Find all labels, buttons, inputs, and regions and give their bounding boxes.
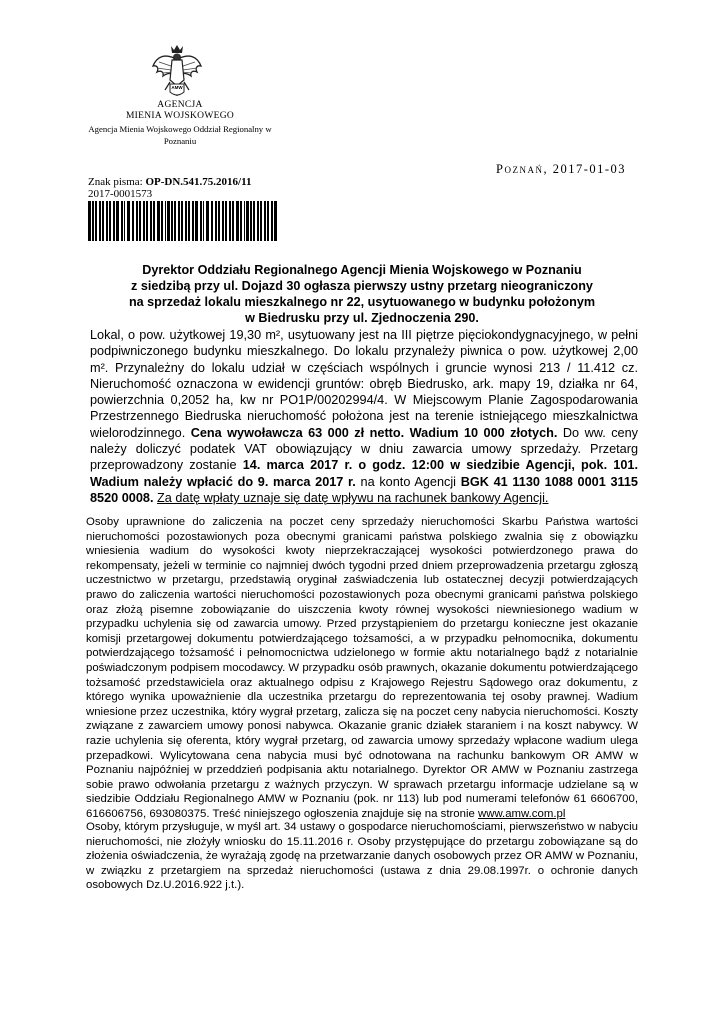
property-description-paragraph xyxy=(90,327,638,506)
vat-and-auction-info: Do ww. ceny należy doliczyć podatek VAT obowiązujący w dniu zawarcia umowy sprzedaży. Przetarg przeprowadzony zostanie xyxy=(90,425,638,473)
title-line: Dyrektor Oddziału Regionalnego Agencji Mienia Wojskowego w Poznaniu xyxy=(142,263,582,277)
barcode-bar xyxy=(132,201,134,241)
barcode-bar xyxy=(106,201,108,241)
barcode-bar xyxy=(185,201,187,241)
city-date: Poznań, 2017-01-03 xyxy=(496,162,627,176)
barcode-bar xyxy=(174,201,176,241)
agency-branch xyxy=(70,123,290,147)
barcode-bar xyxy=(102,201,104,241)
barcode-bar xyxy=(150,201,152,241)
barcode-bar xyxy=(95,201,97,241)
auction-conditions-paragraph xyxy=(86,515,638,821)
barcode-bar xyxy=(136,201,138,241)
barcode-bar xyxy=(165,201,166,241)
barcode-bar xyxy=(203,201,204,241)
barcode-bar xyxy=(200,201,202,241)
barcode-bar xyxy=(246,201,249,241)
barcode-bar xyxy=(264,201,266,241)
barcode-bar xyxy=(211,201,213,241)
reference-value: OP-DN.541.75.2016/11 xyxy=(145,176,252,188)
barcode-bar xyxy=(267,201,269,241)
bank-account: BGK 41 1130 1088 0001 3115 8520 0008. xyxy=(90,474,638,505)
barcode-bar xyxy=(206,201,209,241)
payment-date-note: Za datę wpłaty uznaje się datę wpływu na rachunek bankowy Agencji. xyxy=(157,490,549,505)
title-line: na sprzedaż lokalu mieszkalnego nr 22, usytuowanego w budynku położonym xyxy=(128,295,596,309)
barcode-bar xyxy=(161,201,163,241)
barcode-bar xyxy=(236,201,239,241)
barcode-bar xyxy=(139,201,141,241)
starting-price: Cena wywoławcza 63 000 zł netto. Wadium 10 000 złotych. xyxy=(190,425,558,440)
barcode-bar xyxy=(116,201,119,241)
barcode-bar xyxy=(250,201,252,241)
barcode-bar xyxy=(240,201,242,241)
barcode-bar xyxy=(181,201,183,241)
barcode-bar xyxy=(124,201,125,241)
auction-conditions-text: Osoby uprawnione do zaliczenia na poczet ceny sprzedaży nieruchomości Skarbu Państwa wartości nieruchomości pozostawionych poza obecnymi granicami państwa polskiego zwalnia się z obowiązku wniesienia wadium do wysokości kwoty nieprzekraczającej wysokości potwierdzonego prawa do rekompensaty, jeżeli w terminie co najmniej dwóch tygodni przed dniem przeprowadzenia przetargu zgłoszą uczestnictwo w przetargu, przedstawią oryginał zaświadczenia lub ostatecznej decyzji potwierdzających prawo do zaliczenia wartości nieruchomości pozostawionych poza obecnymi granicami państwa polskiego oraz złożą pisemne zobowiązanie do uiszczenia kwoty równej wysokości niewniesionego wadium w przypadku uchylenia się od zawarcia umowy. Przed przystąpieniem do przetargu konieczne jest okazanie komisji przetargowej dokumentu potwierdzającego tożsamości, a w przypadku pełnomocnika, dokumentu potwierdzającego tożsamość i pełnomocnictwa udzielonego w formie aktu notarialnego bądź z notarialnie poświadczonym podpisem mocodawcy. W przypadku osób prawnych, okazanie dokumentu potwierdzającego tożsamość przedstawiciela oraz aktualnego odpisu z Krajowego Rejestru Sądowego oraz dokumentu, z którego wynika upoważnienie dla uczestnika przetargu do reprezentowania tej osoby prawnej. Wadium wniesione przez uczestnika, który wygrał przetarg, zalicza się na poczet ceny nabycia nieruchomości. Koszty związane z zawarciem umowy ponosi nabywca. Okazanie granic działek staraniem i na koszt nabywcy. W razie uchylenia się oferenta, który wygrał przetarg, od zawarcia umowy sprzedaży wpłacone wadium ulega przepadkowi. Wylicytowana cena nabycia musi być odnotowana na rachunku bankowym OR AMW w Poznaniu najpóźniej w przeddzień podpisania aktu notarialnego. Dyrektor OR AMW w Poznaniu zastrzega sobie prawo odwołania przetargu z ważnych przyczyn. W sprawach przetargu informacje udzielane są w siedzibie Oddziału Regionalnego AMW w Poznaniu (pok. nr 113) lub pod numerami telefonów 61 6606700, 616606756, 693080375. Treść niniejszego ogłoszenia znajduje się na stronie xyxy=(86,516,638,820)
property-description: Lokal, o pow. użytkowej 19,30 m², usytuowany jest na III piętrze pięciokondygnacyjnego, w pełni podpiwniczonego budynku mieszkalnego. Do lokalu przynależy piwnica o pow. użytkowej 2,00 m². Przynależny do lokalu udział w częściach wspólnych i gruncie wynosi 213 / 11.412 cz. Nieruchomość oznaczona w ewidencji gruntów: obręb Biedrusko, ark. mapy 19, działka nr 64, powierzchnia 0,2052 ha, kw nr PO1P/00202994/4. W Miejscowym Planie Zagospodarowania Przestrzennego Biedruska nieruchomość położona jest na terenie istniejącego mieszkalnictwa wielorodzinnego. xyxy=(90,328,638,440)
barcode-bar xyxy=(232,201,234,241)
website-link[interactable]: www.amw.com.pl xyxy=(478,807,566,820)
barcode-bar xyxy=(178,201,180,241)
announcement-title xyxy=(100,262,624,326)
barcode-bar xyxy=(99,201,101,241)
agency-name xyxy=(90,100,270,121)
barcode-icon xyxy=(88,201,277,241)
barcode-bar xyxy=(127,201,130,241)
barcode-bar xyxy=(167,201,170,241)
title-line: z siedzibą przy ul. Dojazd 30 ogłasza pierwszy ustny przetarg nieograniczony xyxy=(131,279,593,293)
barcode-bar xyxy=(171,201,173,241)
reference-number xyxy=(88,176,251,188)
preemption-and-data-text: Osoby, którym przysługuje, w myśl art. 34 ustawy o gospodarce nieruchomościami, pierwszeństwo w nabyciu nieruchomości, nie złożyły wniosku do 15.11.2016 r. Osoby przystępujące do przetargu zobowiązane są do złożenia oświadczenia, że wyrażają zgodę na przetwarzanie danych osobowych przez OR AMW w Poznaniu, w związku z przetargiem na sprzedaż nieruchomości (ustawa z dnia 29.08.1997r. o ochronie danych osobowych Dz.U.2016.922 j.t.). xyxy=(86,821,638,892)
agency-emblem xyxy=(151,44,203,100)
barcode-bar xyxy=(271,201,273,241)
barcode-bar xyxy=(195,201,198,241)
title-line: w Biedrusku przy ul. Zjednoczenia 290. xyxy=(245,311,479,325)
account-intro: na konto Agencji xyxy=(360,474,456,489)
preemption-and-data-paragraph xyxy=(86,820,638,893)
barcode-bar xyxy=(192,201,194,241)
agency-branch-line2: Poznaniu xyxy=(163,136,197,146)
agency-name-line2: MIENIA WOJSKOWEGO xyxy=(125,110,235,121)
emblem-text: AMW xyxy=(171,85,183,90)
barcode-bar xyxy=(153,201,155,241)
barcode-bar xyxy=(225,201,227,241)
barcode-bar xyxy=(143,201,145,241)
barcode-bar xyxy=(274,201,277,241)
barcode-bar xyxy=(229,201,231,241)
barcode-bar xyxy=(121,201,123,241)
barcode-bar xyxy=(257,201,259,241)
barcode-bar xyxy=(215,201,217,241)
barcode-bar xyxy=(113,201,115,241)
agency-branch-line1: Agencja Mienia Wojskowego Oddział Regionalny w xyxy=(88,124,272,134)
agency-name-line1: AGENCJA xyxy=(157,100,203,110)
barcode-bar xyxy=(146,201,148,241)
barcode-bar xyxy=(222,201,224,241)
barcode-bar xyxy=(260,201,262,241)
document-number: 2017-0001573 xyxy=(88,188,153,200)
barcode-bar xyxy=(92,201,94,241)
reference-label: Znak pisma: xyxy=(88,176,143,188)
eagle-emblem-icon xyxy=(151,44,203,100)
barcode-bar xyxy=(188,201,190,241)
barcode-bar xyxy=(88,201,91,241)
auction-date-and-deposit-deadline: 14. marca 2017 r. o godz. 12:00 w siedzibie Agencji, pok. 101. Wadium należy wpłacić do 9. marca 2017 r. xyxy=(90,458,639,489)
barcode-bar xyxy=(253,201,255,241)
barcode-bar xyxy=(109,201,111,241)
barcode-bar xyxy=(218,201,220,241)
barcode-bar xyxy=(157,201,160,241)
barcode-bar xyxy=(244,201,245,241)
